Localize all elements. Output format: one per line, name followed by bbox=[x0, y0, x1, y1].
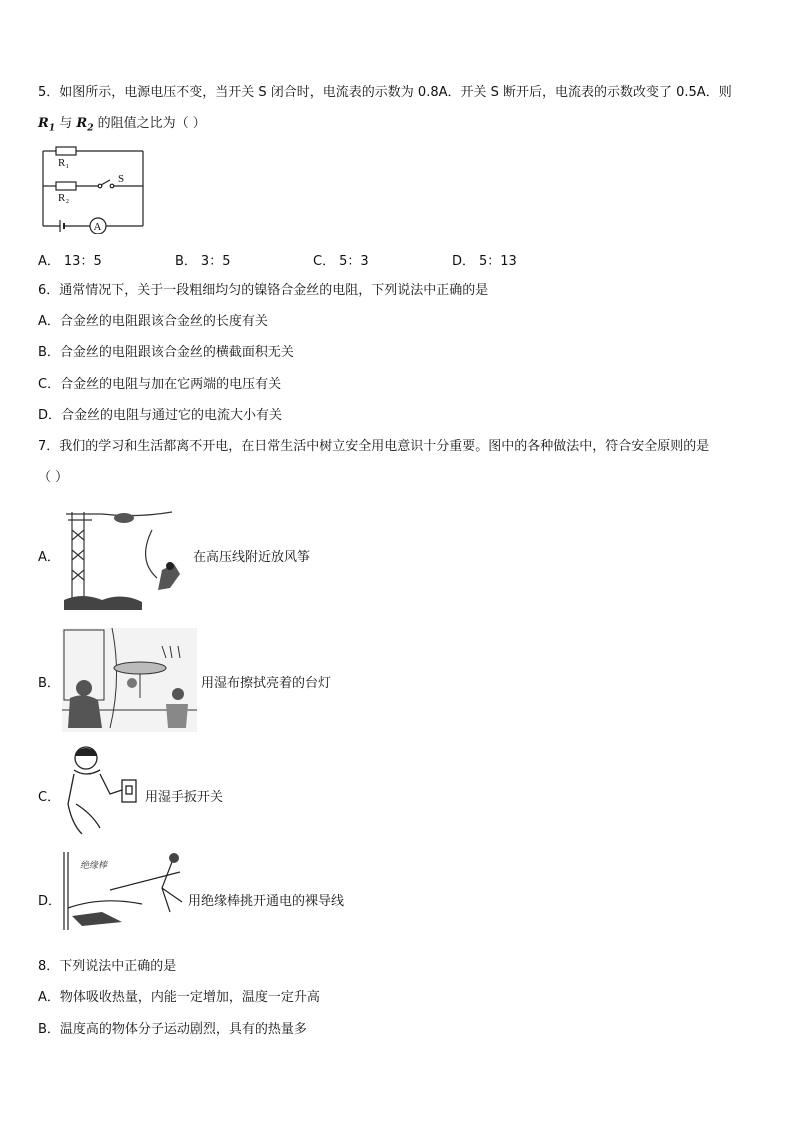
wet-hand-switch-illustration bbox=[62, 744, 144, 842]
r2-subscript: 2 bbox=[87, 123, 94, 134]
q7-option-a-letter[interactable]: A． bbox=[38, 550, 60, 565]
q7-option-d-letter[interactable]: D． bbox=[38, 894, 62, 909]
insulating-rod-sign: 绝缘棒 bbox=[80, 861, 108, 871]
q6-option-c[interactable]: C．合金丝的电阻与加在它两端的电压有关 bbox=[38, 377, 282, 392]
q5-option-d[interactable]: D． 5：13 bbox=[452, 254, 517, 269]
q6-option-b[interactable]: B．合金丝的电阻跟该合金丝的横截面积无关 bbox=[38, 345, 294, 360]
r2-symbol: R bbox=[76, 116, 88, 131]
q5-and: 与 bbox=[59, 116, 73, 131]
q5-stem-line2 bbox=[38, 115, 206, 138]
q7-paren: （ ） bbox=[38, 470, 69, 485]
q5-stem-tail: 的阻值之比为（ ） bbox=[97, 116, 206, 131]
r1-symbol: R bbox=[38, 116, 49, 131]
q7-option-c-caption: 用湿手扳开关 bbox=[145, 790, 224, 805]
wet-cloth-lamp-illustration bbox=[62, 628, 197, 732]
circuit-diagram bbox=[38, 144, 150, 234]
q8-option-b[interactable]: B．温度高的物体分子运动剧烈，具有的热量多 bbox=[38, 1022, 307, 1037]
ammeter-label: A bbox=[93, 221, 102, 233]
q7-option-c-letter[interactable]: C． bbox=[38, 790, 61, 805]
q7-option-b-letter[interactable]: B． bbox=[38, 676, 60, 691]
q6-stem: 6．通常情况下，关于一段粗细均匀的镍铬合金丝的电阻，下列说法中正确的是 bbox=[38, 283, 489, 298]
q6-option-d[interactable]: D．合金丝的电阻与通过它的电流大小有关 bbox=[38, 408, 283, 423]
q7-option-b-caption: 用湿布擦拭亮着的台灯 bbox=[201, 676, 332, 691]
q6-option-a[interactable]: A．合金丝的电阻跟该合金丝的长度有关 bbox=[38, 314, 268, 329]
q8-stem: 8．下列说法中正确的是 bbox=[38, 959, 177, 974]
r1-subscript: 1 bbox=[48, 123, 56, 134]
q5-option-a[interactable]: A． 13：5 bbox=[38, 254, 102, 269]
resistor-r2 bbox=[56, 182, 76, 190]
q5-option-b[interactable]: B． 3：5 bbox=[175, 254, 231, 269]
kite-near-powerline-illustration bbox=[62, 500, 187, 610]
q8-option-a[interactable]: A．物体吸收热量，内能一定增加，温度一定升高 bbox=[38, 990, 320, 1005]
q5-option-c[interactable]: C． 5：3 bbox=[313, 254, 369, 269]
q5-stem-line1: 5．如图所示，电源电压不变，当开关 S 闭合时，电流表的示数为 0.8A．开关 S 断开后，电流表的示数改变了 0.5A．则 bbox=[38, 85, 732, 100]
switch-s bbox=[101, 180, 110, 185]
q7-option-a-caption: 在高压线附近放风筝 bbox=[193, 550, 311, 565]
q7-stem: 7．我们的学习和生活都离不开电，在日常生活中树立安全用电意识十分重要。图中的各种做法中，符合安全原则的是 bbox=[38, 439, 710, 454]
r2-label: R₂ bbox=[58, 192, 70, 204]
r1-label: R₁ bbox=[58, 157, 70, 169]
switch-label: S bbox=[118, 173, 125, 185]
q7-option-d-caption: 用绝缘棒挑开通电的裸导线 bbox=[188, 894, 345, 909]
q5-options bbox=[0, 250, 794, 268]
resistor-r1 bbox=[56, 147, 76, 155]
insulating-rod-illustration bbox=[62, 852, 188, 932]
